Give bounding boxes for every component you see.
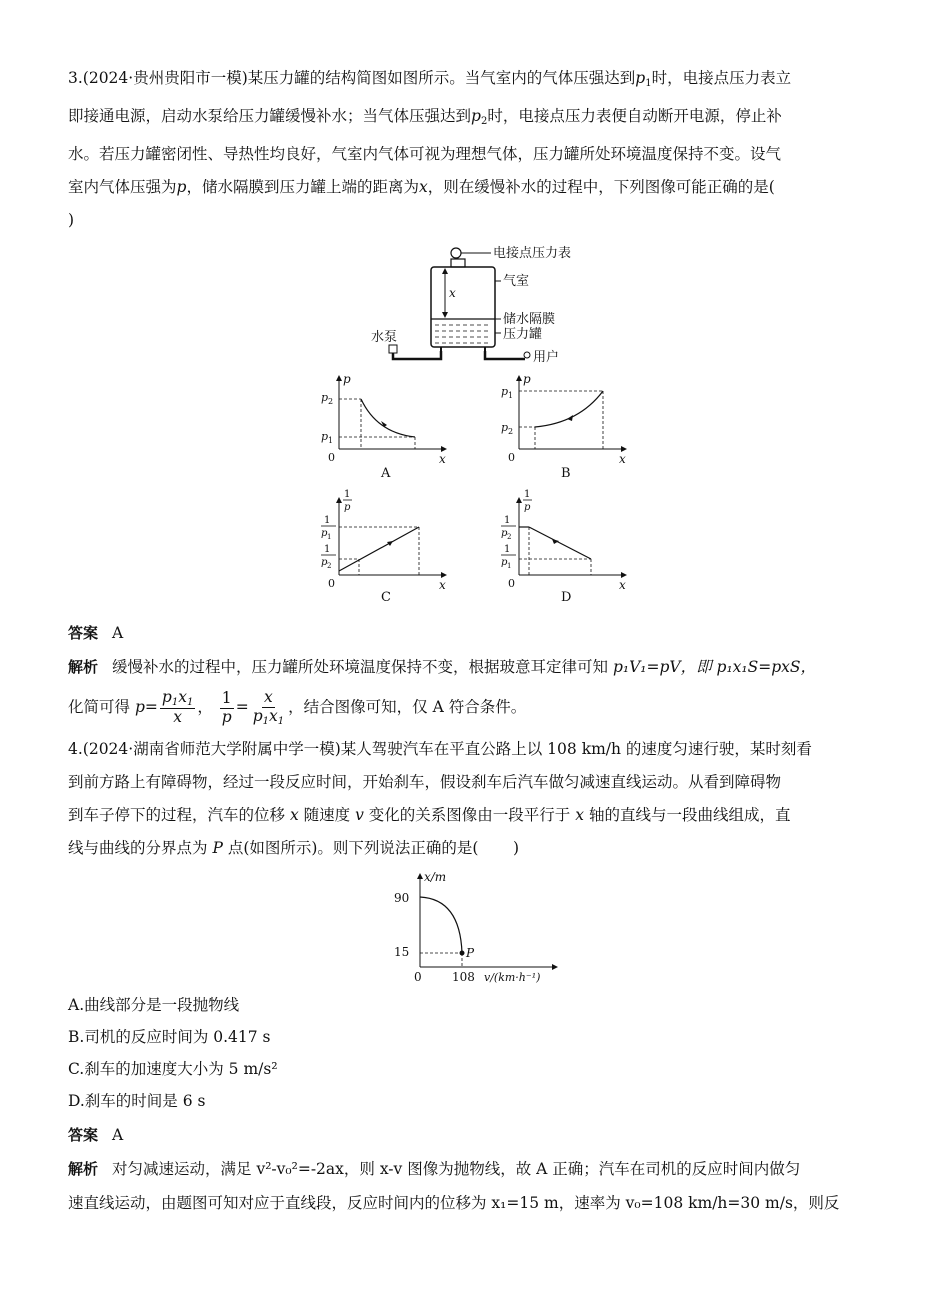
q4-line4b: 点(如图所示)。则下列说法正确的是(: [227, 839, 479, 857]
q4-line1: 4.(2024·湖南省师范大学附属中学一模)某人驾驶汽车在平直公路上以 108 km/h 的速度匀速行驶，某时刻看: [68, 740, 812, 758]
label-tank: 压力罐: [503, 327, 543, 342]
fraction-inverse-p: $\frac{1}{p}$: [221, 689, 232, 726]
q4-line3a: 到车子停下的过程，汽车的位移: [68, 806, 286, 824]
graph-a-x-label: x: [439, 452, 446, 466]
q4-line3d: 轴的直线与一段曲线组成，直: [588, 806, 791, 824]
q4-analysis-line1: [68, 1153, 882, 1185]
q4-analysis-line2: [68, 1187, 882, 1219]
q3-answer-label: 答案: [68, 624, 99, 642]
graph-d-origin: 0: [508, 577, 515, 590]
q3-analysis-text2b: ，结合图像可知，仅 A 符合条件。: [288, 698, 527, 716]
svg-text:1: 1: [524, 489, 531, 500]
q3-analysis-label: 解析: [68, 658, 99, 676]
q4-line3b: 随速度: [303, 806, 351, 824]
q4-stem: 4.(2024·湖南省师范大学附属中学一模)某人驾驶汽车在平直公路上以 108 km/h 的速度匀速行驶，某时刻看 到前方路上有障碍物，经过一段反应时间，开始刹车，假设刹车后汽车做匀减速直线运动。从看到障碍物 到车子停下的过程，汽车的位移 x 随速度 v 变化的关系图像由一段平行于 x 轴的直线与一段曲线组成，直 线与曲线的分界点为 P 点(如图所示)。则下列说法正确的是( ): [68, 740, 812, 857]
q3-answer-value: A: [112, 624, 124, 642]
svg-text:2: 2: [508, 427, 514, 436]
graph-b-y-label: p: [523, 372, 531, 386]
q3-analysis-eq: p₁V₁=pV，即 p₁x₁S=pxS，: [612, 658, 817, 676]
tap-icon: [524, 352, 530, 358]
graph-c-x-label: x: [439, 578, 446, 592]
q3-analysis-line2: 化简可得 p= $\frac{p_1x_1}{x}$ ， $\frac{1}{p}$ = $\frac{x}{p_1x_1}$ ，结合图像可知，仅 A 符合条件。: [68, 688, 527, 727]
q4-answer-value: A: [112, 1126, 124, 1144]
graph-d-caption: D: [561, 590, 572, 605]
svg-text:1: 1: [508, 391, 514, 400]
page: [68, 62, 882, 1221]
q4-graph-x0: 0: [414, 970, 422, 984]
label-user: 用户: [533, 350, 560, 365]
q4-option-b: B.司机的反应时间为 0.417 s: [68, 1028, 271, 1046]
graph-d-p1: p: [501, 557, 508, 568]
q4-curve: [420, 897, 462, 953]
graph-d: [495, 487, 635, 607]
q3-line4a: 室内气体压强为: [68, 178, 177, 196]
svg-text:1: 1: [507, 562, 512, 570]
svg-text:1: 1: [327, 533, 332, 541]
q3-line3: 水。若压力罐密闭性、导热性均良好，气室内气体可视为理想气体，压力罐所处环境温度保持不变。设气: [68, 145, 782, 163]
svg-text:1: 1: [324, 515, 331, 526]
pump-icon: [389, 345, 397, 353]
graph-a-caption: A: [381, 466, 391, 481]
q4-line4a: 线与曲线的分界点为: [68, 839, 208, 857]
graph-b-origin: 0: [508, 451, 515, 464]
q3-line2: 即接通电源，启动水泵给压力罐缓慢补水；当气体压强达到: [68, 107, 472, 125]
q4-option-d: D.刹车的时间是 6 s: [68, 1092, 206, 1110]
svg-text:2: 2: [327, 562, 332, 570]
graph-c-p2: p: [321, 557, 328, 568]
q4-analysis-label: 解析: [68, 1160, 99, 1178]
diagram-x-label: x: [449, 286, 456, 300]
q3-analysis-line1: [68, 651, 882, 683]
q4-line4c: ): [512, 839, 520, 857]
graph-b-p2: p: [501, 421, 509, 434]
svg-text:1: 1: [328, 436, 334, 445]
q4-analysis-text1: 对匀减速运动，满足 v²-v₀²=-2ax，则 x-v 图像为抛物线，故 A 正确；汽车在司机的反应时间内做匀: [112, 1160, 801, 1178]
svg-text:1: 1: [504, 544, 511, 555]
q4-point-p: [460, 951, 465, 956]
graph-c-caption: C: [381, 590, 391, 605]
svg-text:2: 2: [507, 533, 512, 541]
q3-line1: 3.(2024·贵州贵阳市一模)某压力罐的结构简图如图所示。当气室内的气体压强达到: [68, 69, 636, 87]
graph-a-p2: p: [321, 391, 329, 404]
label-membrane: 储水隔膜: [503, 312, 556, 327]
q3-analysis-text2a: 化简可得: [68, 698, 131, 716]
q3-line4c: ，则在缓慢补水的过程中，下列图像可能正确的是(: [427, 178, 775, 196]
q4-graph-y-label: x/m: [424, 870, 447, 884]
q4-graph-p-label: P: [466, 946, 475, 960]
q4-graph-y90: 90: [394, 891, 410, 905]
q4-answer: [68, 1119, 882, 1151]
q4-graph-x-label: v/(km·h⁻¹): [484, 971, 541, 984]
label-pump: 水泵: [371, 330, 398, 345]
graph-d-y-label: p: [524, 502, 531, 513]
graph-a-p1: p: [321, 430, 329, 443]
graph-b-p1: p: [501, 385, 509, 398]
q4-option-a: A.曲线部分是一段抛物线: [68, 996, 240, 1014]
graph-d-p2: p: [501, 528, 508, 539]
svg-text:1: 1: [344, 489, 351, 500]
graphs-row-cd: [68, 487, 882, 607]
graph-b-x-label: x: [619, 452, 626, 466]
graph-d-x-label: x: [619, 578, 626, 592]
fraction-x: $\frac{x}{p_1x_1}$: [252, 688, 285, 727]
graph-a-y-label: p: [343, 372, 351, 386]
graphs-row-ab: [68, 371, 882, 481]
graph-c-y-label: p: [344, 502, 351, 513]
q3-line1-tail: 时，电接点压力表立: [651, 69, 792, 87]
q4-answer-label: 答案: [68, 1126, 99, 1144]
label-gauge: 电接点压力表: [493, 246, 572, 261]
graph-a: [315, 371, 455, 481]
q3-analysis-text1: 缓慢补水的过程中，压力罐所处环境温度保持不变，根据玻意耳定律可知: [112, 658, 609, 676]
q3-answer: [68, 617, 882, 649]
graph-b: [495, 371, 635, 481]
q4-graph-x108: 108: [452, 970, 475, 984]
q4-graph: [380, 867, 570, 985]
q4-analysis-text2: 速直线运动，由题图可知对应于直线段，反应时间内的位移为 x₁=15 m，速率为 v₀=108 km/h=30 m/s，则反: [68, 1194, 840, 1212]
fraction-p: $\frac{p_1x_1}{x}$: [161, 688, 194, 727]
tank-outline: [431, 267, 495, 347]
q3-line4b: ，储水隔膜到压力罐上端的距离为: [186, 178, 419, 196]
q4-line3c: 变化的关系图像由一段平行于: [368, 806, 571, 824]
svg-text:2: 2: [328, 397, 334, 406]
gauge-icon: [451, 248, 461, 258]
q4-line2: 到前方路上有障碍物，经过一段反应时间，开始刹车，假设刹车后汽车做匀减速直线运动。从看到障碍物: [68, 773, 782, 791]
svg-text:1: 1: [324, 544, 331, 555]
graph-c: [315, 487, 455, 607]
pressure-tank-diagram: [365, 245, 585, 367]
graph-a-origin: 0: [328, 451, 335, 464]
q3-line2-tail: 时，电接点压力表便自动断开电源，停止补: [487, 107, 782, 125]
q4-option-c: C.刹车的加速度大小为 5 m/s²: [68, 1060, 278, 1078]
label-gas-chamber: 气室: [503, 274, 530, 289]
graph-b-caption: B: [561, 466, 571, 481]
q3-line5: ): [68, 211, 75, 229]
q4-graph-y15: 15: [394, 945, 410, 959]
svg-text:1: 1: [504, 515, 511, 526]
q4-options: [68, 989, 882, 1117]
q3-stem: 3.(2024·贵州贵阳市一模)某压力罐的结构简图如图所示。当气室内的气体压强达到$p_1$时，电接点压力表立 即接通电源，启动水泵给压力罐缓慢补水；当气体压强达到$p_2$时，电接点压力表便自动断开电源，停止补 水。若压力罐密闭性、导热性均良好，气室内气体可视为理想气体，压力罐所处环境温度保持不变。设气 室内气体压强为p，储水隔膜到压力罐上端的距离为x，则在缓慢补水的过程中，下列图像可能正确的是( ): [68, 69, 792, 229]
graph-c-p1: p: [321, 528, 328, 539]
graph-c-origin: 0: [328, 577, 335, 590]
